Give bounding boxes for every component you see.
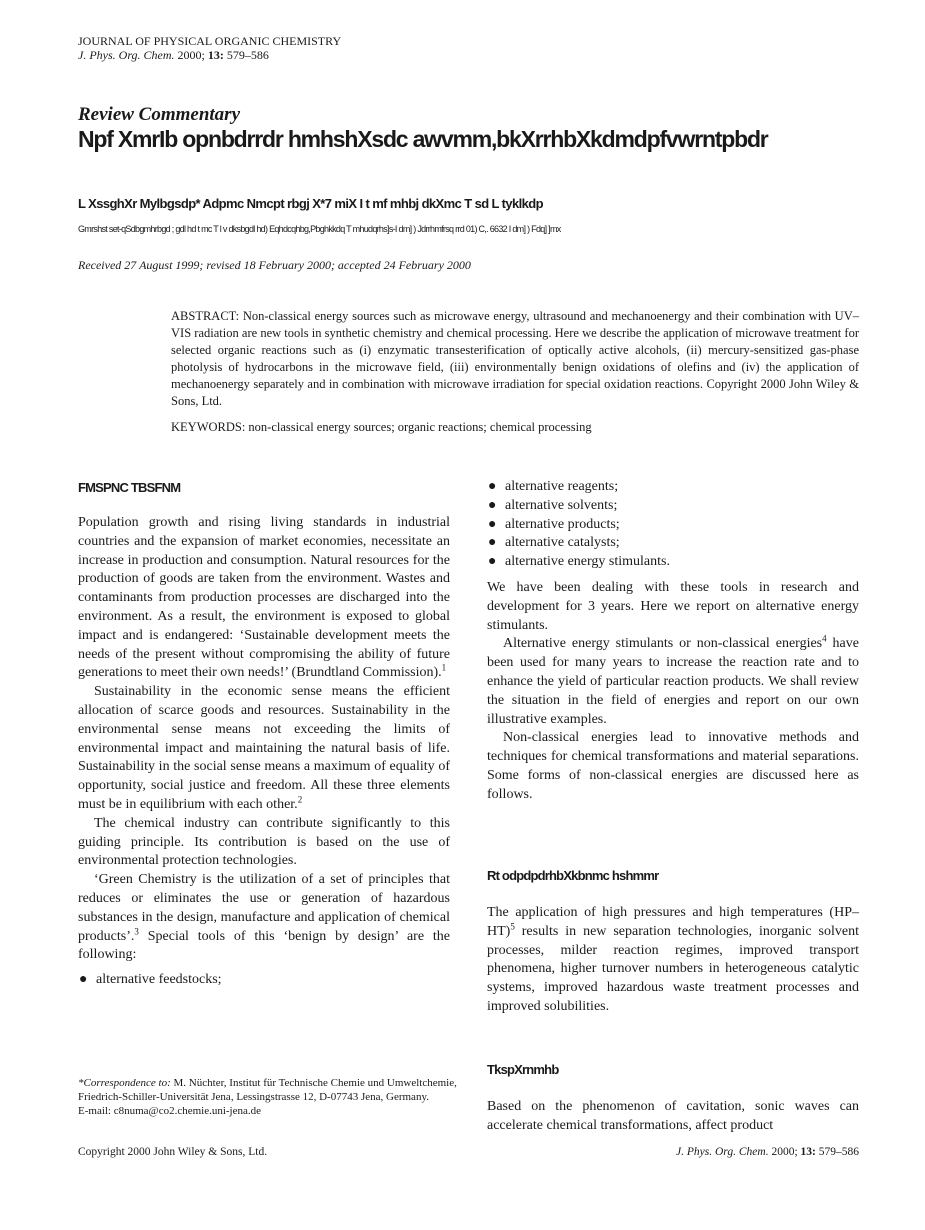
bullet-icon: ● (488, 497, 497, 513)
paragraph-text: results in new separation technologies, inorganic solvent processes, milder reaction regimes, improved transport phenomena, higher turnover numbers in heterogeneous catalytic systems, improved hazardous waste treatment processes and improved solubilities. (487, 923, 859, 1014)
journal-year: 2000; (177, 48, 205, 62)
footnote-email: E-mail: c8numa@co2.chemie.uni-jena.de (78, 1105, 262, 1117)
list-item-text: alternative solvents; (505, 497, 618, 513)
journal-header (78, 34, 341, 62)
footer-citation (676, 1146, 859, 1158)
list-item-text: alternative feedstocks; (96, 972, 222, 988)
received-dates: Received 27 August 1999; revised 18 February 2000; accepted 24 February 2000 (78, 258, 471, 272)
paragraph-text: Population growth and rising living standards in industrial countries and the expansion of market economies, necessitate an increase in production and consumption. Natural resources for the production of goods are taken from the environment. Wastes and contaminants from production processes are discharged into the environment. As a result, the environment is exposed to global impact and is endangered: ‘Sustainable development meets the needs of the present without compromising the ability of future generations to meet their own needs!’ (Brundtland Commission). (78, 515, 450, 681)
paragraph: We have been dealing with these tools in research and development for 3 years. Here we report on alternative energy stimulants. (487, 579, 859, 633)
paragraph: Non-classical energies lead to innovative methods and techniques for chemical transformations and material separations. Some forms of non-classical energies are discussed here as follows. (487, 730, 859, 802)
section-heading-high-pressure: Rt odpdpdrhbXkbnmc hshmmr (487, 868, 659, 883)
journal-name: JOURNAL OF PHYSICAL ORGANIC CHEMISTRY (78, 34, 342, 48)
reference-mark: 4 (822, 633, 827, 644)
list-item-text: alternative reagents; (505, 479, 619, 494)
paragraph (78, 514, 450, 683)
correspondence-footnote (78, 1076, 458, 1118)
article-title: Npf XmrIb opnbdrrdr hmhshXsdc awvmm,bkXrrhbXkdmdpfvwrntpbdr (78, 126, 768, 152)
paragraph (78, 871, 450, 965)
journal-volume: 13: (207, 48, 224, 62)
list-item (487, 534, 859, 553)
bullet-icon: ● (488, 535, 497, 551)
bullet-list (487, 478, 859, 572)
footnote-text: M. Nüchter, Institut für Technische Chemie und Umweltchemie, Friedrich-Schiller-Universität Jena, Lessingstrasse 12, D-07743 Jena, Germany. (78, 1077, 457, 1103)
bullet-icon: ● (79, 972, 88, 988)
paragraph-text: The application of high pressures and high temperatures (HP–HT) (487, 905, 859, 939)
paragraph-text: Alternative energy stimulants or non-classical energies (503, 636, 823, 652)
journal-abbrev: J. Phys. Org. Chem. (78, 48, 175, 62)
footer-volume: 13: (800, 1146, 816, 1158)
paragraph-text: have been used for many years to increase the reaction rate and to enhance the yield of particular reaction products. We shall review the situation in the field of energies and report on our own illustrative examples. (487, 636, 859, 727)
footer-pages: 579–586 (818, 1146, 859, 1158)
bullet-icon: ● (488, 479, 497, 494)
list-item (487, 516, 859, 535)
right-column-body-3 (487, 1098, 859, 1136)
keywords: KEYWORDS: non-classical energy sources; organic reactions; chemical processing (171, 420, 592, 434)
paragraph-text: Sustainability in the economic sense means the efficient allocation of scarce goods and resources. Sustainability in the environmental sense means not exceeding the limits of environmental impact and maintaining the natural basis of life. Sustainability in the social sense means a maximum of equality of opportunity, social justice and freedom. All these three elements must be in equilibrium with each other. (78, 684, 450, 812)
reference-mark: 3 (134, 925, 139, 936)
list-item-text: alternative products; (505, 516, 620, 532)
bullet-icon: ● (488, 516, 497, 532)
paragraph-text: Special tools of this ‘benign by design’ are the following: (78, 928, 450, 963)
paragraph (487, 635, 859, 729)
article-affiliation: Gmrshst set-qSdbgmhrbgd ; gdl hd t mc T l v dksbgdl hd) Eqhdcqhbg,Pbghkkdq T mhudqrhs]s-I dm] ) Jdrrhmfrsq rrd 01) C,. 6632 I dm] ) Fdq] ]mx (78, 224, 561, 234)
list-item-text: alternative catalysts; (505, 535, 620, 551)
list-item (78, 971, 450, 990)
section-heading-ultrasonic: TkspXrnmhb (487, 1062, 559, 1077)
list-item (487, 553, 859, 572)
reference-mark: 1 (441, 662, 447, 673)
reference-mark: 2 (297, 794, 303, 805)
journal-citation (78, 48, 341, 62)
bullet-icon: ● (488, 554, 497, 570)
footnote-label: *Correspondence to: (78, 1077, 171, 1089)
section-heading-introduction: FMSPNC TBSFNM (78, 480, 181, 495)
paragraph: Based on the phenomenon of cavitation, sonic waves can accelerate chemical transformations, affect product (487, 1099, 859, 1133)
left-column-body (78, 514, 450, 990)
bullet-list (78, 971, 450, 990)
paragraph: The chemical industry can contribute significantly to this guiding principle. Its contribution is based on the use of environmental protection technologies. (78, 815, 450, 869)
section-type: Review Commentary (78, 104, 241, 125)
reference-mark: 5 (510, 921, 515, 932)
abstract: ABSTRACT: Non-classical energy sources such as microwave energy, ultrasound and mechanoenergy and their combination with UV–VIS radiation are new tools in synthetic chemistry and chemical processing. Here we describe the application of microwave treatment for selected organic reactions such as (i) enzymatic transesterification of optically active alcohols, (ii) mercury-sensitized gas-phase photolysis of hydrocarbons in the microwave field, (iii) environmentally benign oxidations of olefins and (iv) the application of mechanoenergy separately and in combination with microwave irradiation for special oxidation reactions. Copyright 2000 John Wiley & Sons, Ltd. (171, 309, 859, 408)
footer-copyright: Copyright 2000 John Wiley & Sons, Ltd. (78, 1146, 268, 1158)
article-authors: L XssghXr Mylbgsdp* Adpmc Nmcpt rbgj X*7 miX I t mf mhbj dkXmc T sd L tyklkdp (78, 196, 543, 211)
list-item-text: alternative energy stimulants. (505, 554, 670, 570)
journal-pages: 579–586 (226, 48, 269, 62)
footer-year: 2000; (771, 1146, 798, 1158)
paragraph-text: ‘Green Chemistry is the utilization of a set of principles that reduces or eliminates the use or generation of hazardous substances in the design, manufacture and application of chemical products’. (78, 872, 450, 944)
list-item (487, 497, 859, 516)
footer-journal: J. Phys. Org. Chem. (676, 1146, 769, 1158)
right-column-body-2 (487, 904, 859, 1017)
paragraph (78, 683, 450, 815)
right-column-body (487, 478, 859, 805)
list-item (487, 478, 859, 497)
paragraph (487, 904, 859, 1017)
